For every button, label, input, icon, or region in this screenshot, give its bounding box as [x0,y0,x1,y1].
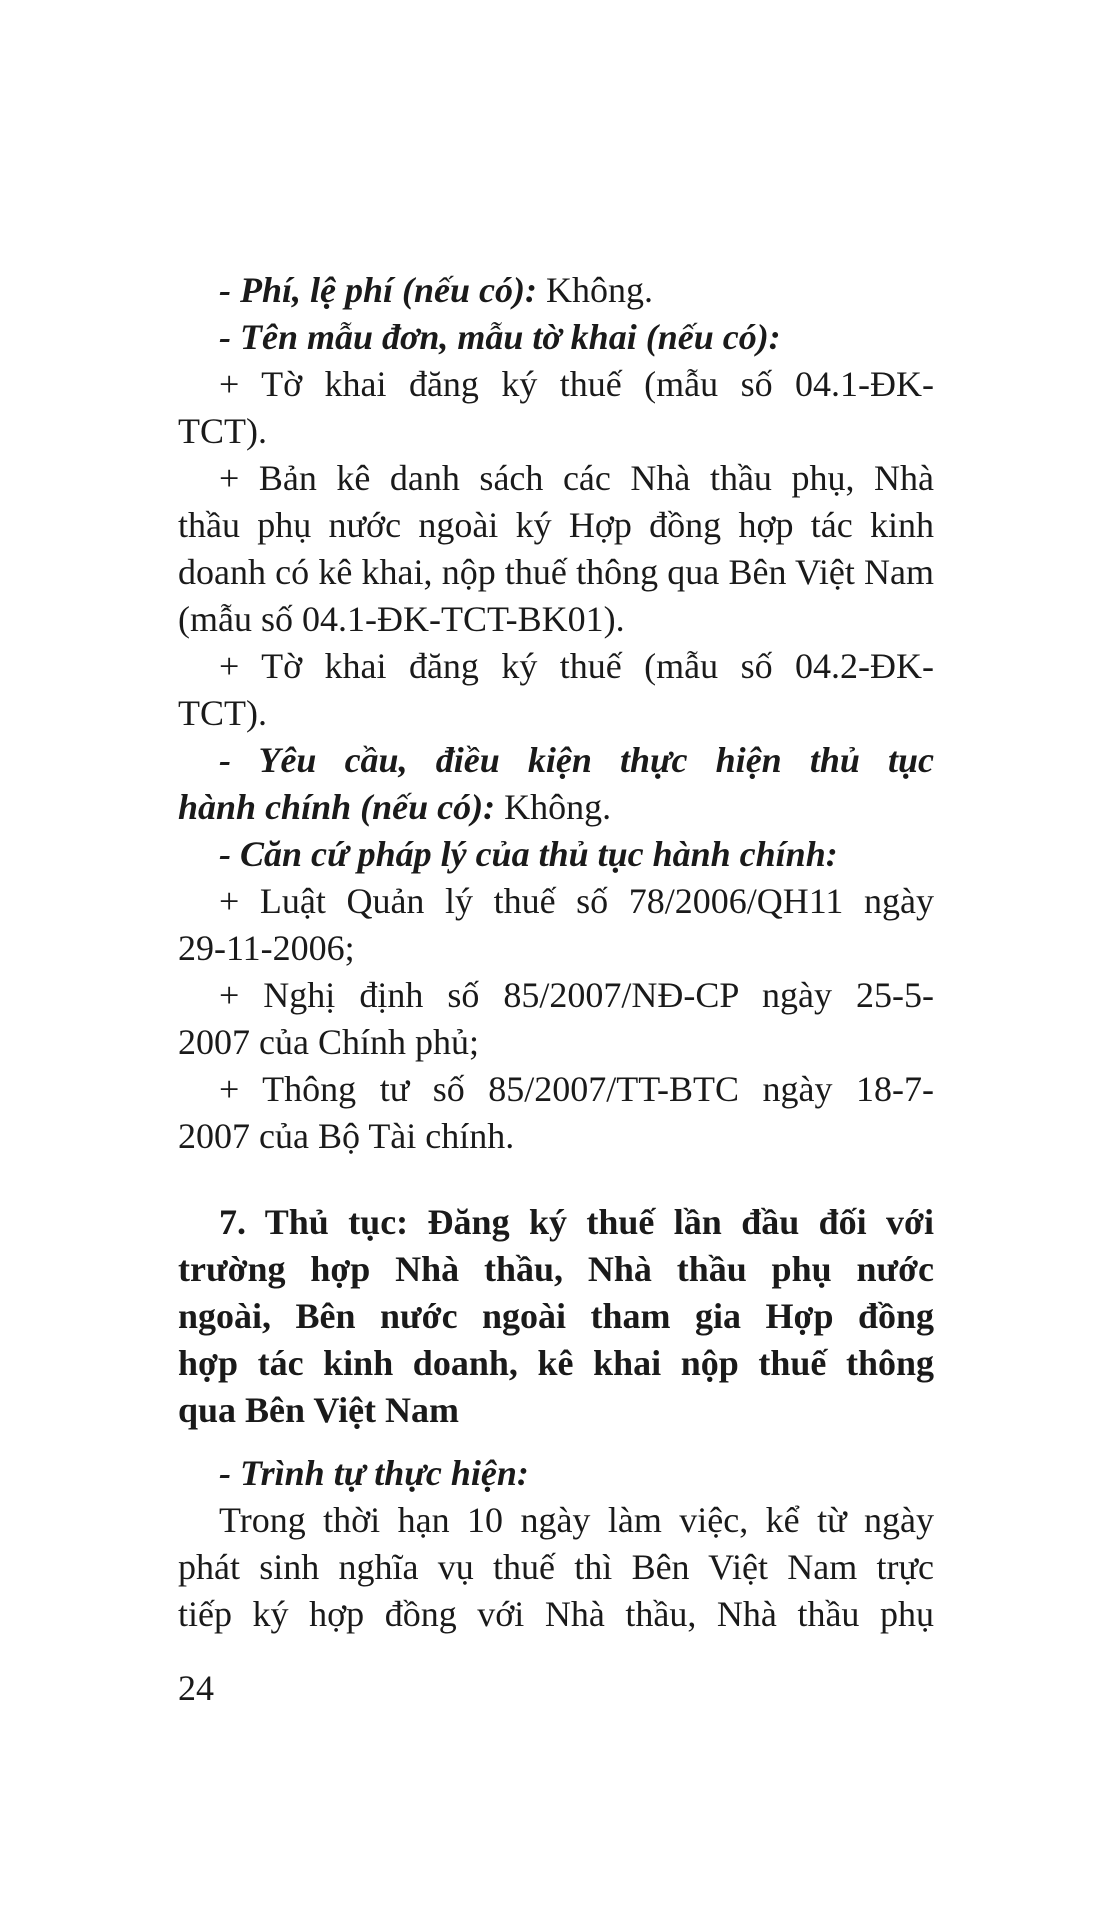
text-line [178,1019,934,1066]
text-line [178,1340,934,1387]
text: 29-11-2006; [178,928,355,968]
text-line [178,1450,934,1497]
paragraph [178,1199,934,1434]
text-line [178,972,934,1019]
emphasized-text: trường hợp Nhà thầu, Nhà thầu phụ nước [178,1249,934,1289]
emphasized-text: ngoài, Bên nước ngoài tham gia Hợp đồng [178,1296,934,1336]
emphasized-text: - Trình tự thực hiện: [219,1453,529,1493]
text-line [178,549,934,596]
text: + Thông tư số 85/2007/TT-BTC ngày 18-7- [219,1069,934,1109]
paragraph [178,1450,934,1497]
text-line [178,1066,934,1113]
text: 2007 của Chính phủ; [178,1022,479,1062]
paragraph [178,361,934,455]
text-line [178,455,934,502]
text-line [178,737,934,784]
text-line [178,314,934,361]
emphasized-text: hành chính (nếu có): [178,787,496,827]
paragraph [178,1066,934,1160]
text-line [178,1387,934,1434]
text-line [178,831,934,878]
emphasized-text: - Căn cứ pháp lý của thủ tục hành chính: [219,834,838,874]
text-line [178,1199,934,1246]
text-line [178,1497,934,1544]
paragraph [178,831,934,878]
page-number: 24 [178,1668,214,1708]
text: TCT). [178,693,267,733]
text-line [178,408,934,455]
text: TCT). [178,411,267,451]
emphasized-text: - Tên mẫu đơn, mẫu tờ khai (nếu có): [219,317,781,357]
text-line [178,690,934,737]
paragraph [178,737,934,831]
text: Không. [536,270,653,310]
paragraph [178,878,934,972]
text-line [178,925,934,972]
text: doanh có kê khai, nộp thuế thông qua Bên Việt Nam [178,552,934,592]
text: + Tờ khai đăng ký thuế (mẫu số 04.1-ĐK- [219,364,934,404]
paragraph [178,972,934,1066]
text-line [178,502,934,549]
text-line [178,1544,934,1591]
text: phát sinh nghĩa vụ thuế thì Bên Việt Nam trực [178,1547,934,1587]
text: Trong thời hạn 10 ngày làm việc, kể từ ngày [219,1500,934,1540]
text: Không. [495,787,612,827]
text: thầu phụ nước ngoài ký Hợp đồng hợp tác kinh [178,505,934,545]
emphasized-text: 7. Thủ tục: Đăng ký thuế lần đầu đối với [219,1202,934,1242]
emphasized-text: - Phí, lệ phí (nếu có): [219,270,537,310]
section-heading-procedure-7 [178,1199,934,1434]
text: 2007 của Bộ Tài chính. [178,1116,515,1156]
paragraph [178,455,934,643]
paragraph [178,267,934,314]
text-line [178,784,934,831]
text-line [178,1246,934,1293]
section-procedure-7-steps [178,1450,934,1638]
emphasized-text: qua Bên Việt Nam [178,1390,460,1430]
text: (mẫu số 04.1-ĐK-TCT-BK01). [178,599,625,639]
text-line [178,267,934,314]
text-line [178,1293,934,1340]
text-line [178,596,934,643]
page-body [178,267,934,1638]
text-line [178,643,934,690]
text: + Bản kê danh sách các Nhà thầu phụ, Nhà [219,458,934,498]
text-line [178,361,934,408]
emphasized-text: hợp tác kinh doanh, kê khai nộp thuế thông [178,1343,934,1383]
paragraph [178,314,934,361]
section-procedure-6-details [178,267,934,1160]
text-line [178,1113,934,1160]
text-line [178,1591,934,1638]
paragraph [178,1497,934,1638]
text: tiếp ký hợp đồng với Nhà thầu, Nhà thầu phụ [178,1594,934,1634]
emphasized-text: - Yêu cầu, điều kiện thực hiện thủ tục [219,740,934,780]
text: + Luật Quản lý thuế số 78/2006/QH11 ngày [219,881,934,921]
text: + Nghị định số 85/2007/NĐ-CP ngày 25-5- [219,975,934,1015]
text-line [178,878,934,925]
paragraph [178,643,934,737]
text: + Tờ khai đăng ký thuế (mẫu số 04.2-ĐK- [219,646,934,686]
